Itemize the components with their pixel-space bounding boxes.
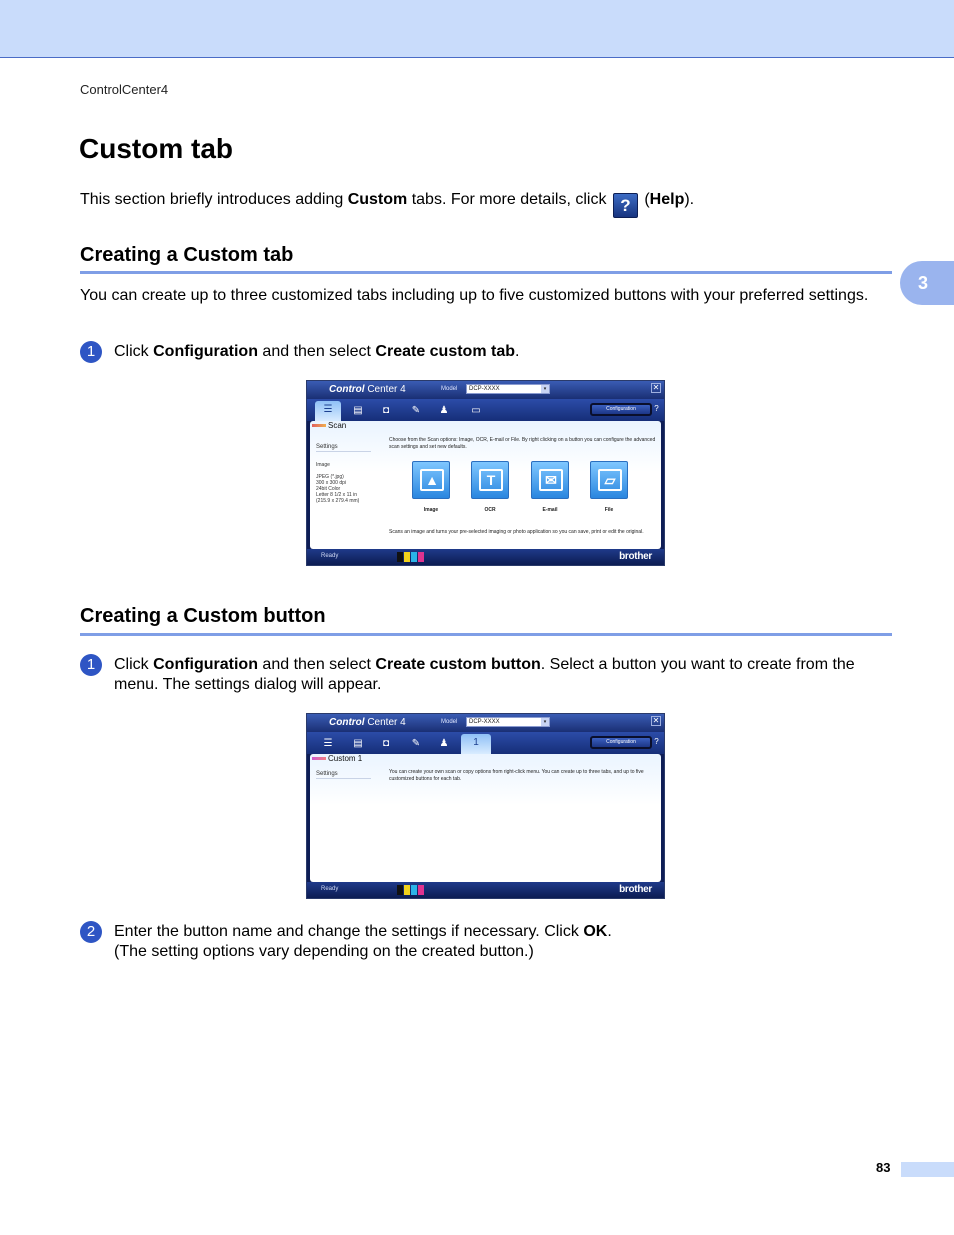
panel-heading-label: Custom 1 — [328, 754, 363, 763]
document-icon: ▤ — [353, 405, 363, 416]
step-text-mid: and then select — [257, 656, 376, 673]
ink-black-icon — [397, 552, 403, 562]
intro-text-1: This section briefly introduces adding — [80, 191, 348, 208]
chapter-number: 3 — [918, 273, 929, 293]
app-title — [329, 384, 406, 395]
app-title-bold: Control — [329, 384, 365, 395]
model-value: DCP-XXXX — [469, 386, 500, 392]
step-text-post: . Select a button you want to create from the menu. The settings dialog will appear. — [114, 656, 855, 693]
close-icon[interactable]: ✕ — [652, 383, 660, 392]
section-heading-custom-button: Creating a Custom button — [80, 605, 326, 627]
section-rule — [80, 271, 892, 274]
ocr-icon: T — [479, 469, 503, 491]
intro-help-bold: Help — [649, 191, 685, 208]
scan-settings-info: Image JPEG (*.jpg) 300 x 300 dpi 24bit Color Letter 8 1/2 x 11 in (215.9 x 279.4 mm) — [316, 462, 360, 504]
step-note: (The setting options vary depending on the created button.) — [114, 943, 534, 960]
tab-bar — [307, 399, 664, 421]
model-label: Model — [441, 719, 458, 725]
tab-support[interactable] — [431, 403, 457, 419]
intro-custom-bold: Custom — [347, 191, 408, 208]
custom-tab-icon: ▭ — [471, 405, 481, 416]
ink-cyan-icon — [411, 885, 417, 895]
settings-label: Settings — [316, 444, 371, 452]
step-text-pre: Click — [114, 656, 154, 673]
image-button-label: Image — [423, 507, 439, 513]
tab-device-settings[interactable] — [403, 736, 429, 752]
camera-icon: ◘ — [382, 405, 390, 416]
tab-scan[interactable] — [315, 401, 341, 421]
status-text: Ready — [321, 553, 339, 559]
step-create-custom-tab-bold: Create custom tab — [375, 343, 515, 360]
settings-label: Settings — [316, 771, 371, 779]
panel-heading — [312, 754, 362, 763]
ink-magenta-icon — [418, 885, 424, 895]
custom-tab-label: 1 — [473, 737, 479, 748]
status-text: Ready — [321, 886, 339, 892]
tab-custom-1[interactable] — [463, 403, 489, 419]
file-button[interactable] — [590, 461, 628, 499]
image-icon: ▲ — [420, 469, 444, 491]
tab-support[interactable] — [431, 736, 457, 752]
email-button[interactable] — [531, 461, 569, 499]
ocr-button-label: OCR — [484, 507, 496, 513]
header-band — [0, 0, 954, 58]
model-select[interactable] — [466, 384, 550, 394]
chevron-down-icon: ▾ — [541, 718, 549, 726]
document-icon: ▤ — [353, 738, 363, 749]
model-value: DCP-XXXX — [469, 719, 500, 725]
custom-description: You can create your own scan or copy options from right-click menu. You can create up to three tabs, and up to five customized buttons for each tab. — [389, 769, 644, 782]
tab-pc-fax[interactable] — [373, 403, 399, 419]
button-description: Scans an image and turns your pre-selected imaging or photo application so you can save, print or edit the original. — [389, 529, 644, 535]
app-title-rest: Center 4 — [364, 717, 406, 728]
step-text-pre: Enter the button name and change the settings if necessary. Click — [114, 923, 584, 940]
tab-photo-capture[interactable] — [345, 403, 371, 419]
tab-device-settings[interactable] — [403, 403, 429, 419]
tab-custom-1[interactable] — [461, 734, 491, 754]
scanner-icon: ☰ — [323, 404, 333, 415]
tools-icon: ✎ — [411, 405, 421, 416]
color-swatch — [312, 757, 326, 760]
app-title-bold: Control — [329, 717, 365, 728]
ink-yellow-icon — [404, 885, 410, 895]
step-number-2: 2 — [80, 921, 102, 943]
status-bar — [307, 882, 664, 898]
help-icon: ? — [613, 193, 638, 218]
step-number-1: 1 — [80, 341, 102, 363]
running-head: ControlCenter4 — [80, 82, 169, 97]
step-ok-bold: OK — [583, 923, 608, 940]
configuration-button[interactable]: Configuration — [590, 736, 652, 749]
step-text — [114, 655, 890, 695]
file-button-label: File — [604, 507, 614, 513]
step-text-post: . — [515, 343, 520, 360]
scan-description: Choose from the Scan options: Image, OCR, E-mail or File. By right clicking on a button you can configure the advanced scan settings and set new defaults. — [389, 437, 656, 450]
title-bar — [307, 714, 664, 732]
step-configuration-bold: Configuration — [153, 656, 258, 673]
ink-yellow-icon — [404, 552, 410, 562]
help-icon-small[interactable]: ? — [654, 737, 659, 746]
page-title: Custom tab — [79, 133, 233, 164]
intro-text-2: tabs. For more details, click — [407, 191, 611, 208]
step-number-1: 1 — [80, 654, 102, 676]
help-icon-small[interactable]: ? — [654, 404, 659, 413]
tab-scan[interactable] — [315, 736, 341, 752]
content-panel — [310, 421, 661, 549]
brother-logo: brother — [619, 551, 652, 562]
step-create-custom-button-bold: Create custom button — [375, 656, 541, 673]
model-select[interactable] — [466, 717, 550, 727]
section-rule — [80, 633, 892, 636]
section1-paragraph: You can create up to three customized tabs including up to five customized buttons with your preferred settings. — [80, 287, 869, 304]
controlcenter-custom-screenshot — [306, 713, 665, 899]
step-text — [114, 342, 890, 362]
ink-black-icon — [397, 885, 403, 895]
scanner-icon: ☰ — [323, 738, 333, 749]
step-text-post: . — [607, 923, 612, 940]
tab-pc-fax[interactable] — [373, 736, 399, 752]
step-configuration-bold: Configuration — [153, 343, 258, 360]
step-text-pre: Click — [114, 343, 154, 360]
ink-cyan-icon — [411, 552, 417, 562]
folder-icon: ▱ — [598, 469, 622, 491]
color-swatch — [312, 424, 326, 427]
email-icon: ✉ — [539, 469, 563, 491]
chevron-down-icon: ▾ — [541, 385, 549, 393]
close-icon[interactable]: ✕ — [652, 716, 660, 725]
controlcenter-scan-screenshot — [306, 380, 665, 566]
person-icon: ♟ — [439, 738, 449, 749]
ocr-button[interactable] — [471, 461, 509, 499]
intro-paragraph — [80, 190, 694, 218]
step-text-mid: and then select — [257, 343, 376, 360]
page-number-bar — [901, 1162, 954, 1177]
brother-logo: brother — [619, 884, 652, 895]
intro-paren-close: ). — [684, 191, 695, 208]
ink-magenta-icon — [418, 552, 424, 562]
tab-bar — [307, 732, 664, 754]
intro-paren-open: ( — [639, 191, 650, 208]
configuration-button[interactable]: Configuration — [590, 403, 652, 416]
email-button-label: E-mail — [542, 507, 558, 513]
panel-heading — [312, 421, 346, 430]
section-heading-custom-tab: Creating a Custom tab — [80, 244, 294, 266]
tab-photo-capture[interactable] — [345, 736, 371, 752]
chapter-tab — [900, 261, 954, 305]
title-bar — [307, 381, 664, 399]
person-icon: ♟ — [439, 405, 449, 416]
image-button[interactable] — [412, 461, 450, 499]
step-text — [114, 922, 890, 962]
app-title — [329, 717, 406, 728]
camera-icon: ◘ — [382, 738, 390, 749]
status-bar — [307, 549, 664, 565]
tools-icon: ✎ — [411, 738, 421, 749]
panel-heading-label: Scan — [328, 421, 347, 430]
app-title-rest: Center 4 — [364, 384, 406, 395]
model-label: Model — [441, 386, 458, 392]
content-panel — [310, 754, 661, 882]
page-number: 83 — [876, 1160, 891, 1175]
